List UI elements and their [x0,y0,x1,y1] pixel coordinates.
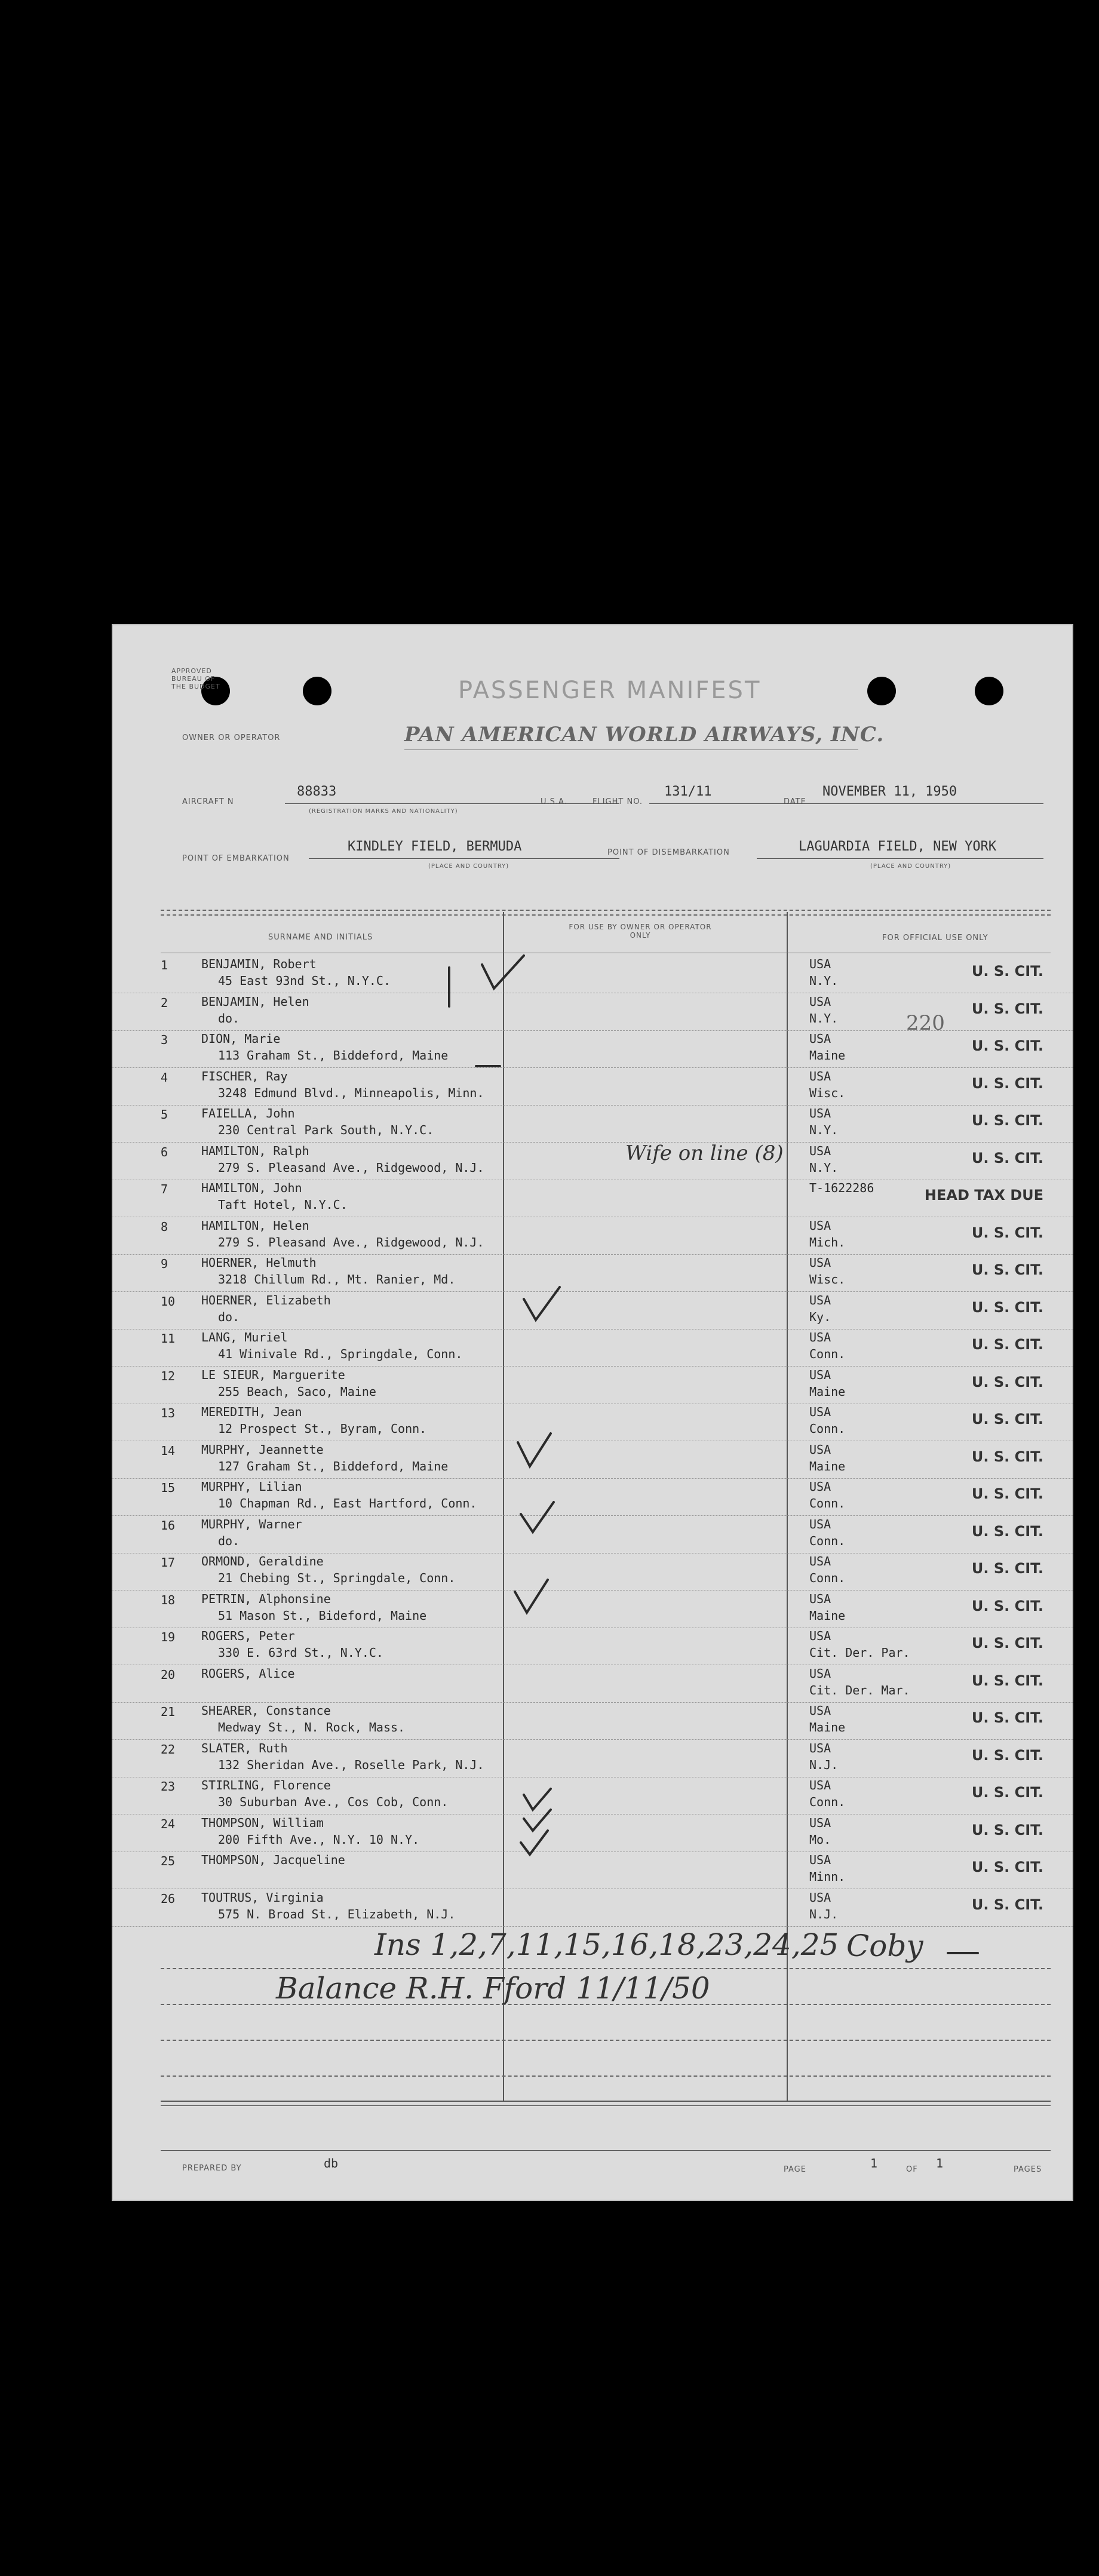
page-label: PAGE [784,2165,806,2174]
company-name: PAN AMERICAN WORLD AIRWAYS, INC. [404,723,885,747]
official-status: U. S. CIT. [971,1635,1043,1651]
passenger-name: HAMILTON, Helen [201,1218,309,1233]
passenger-number: 26 [161,1891,176,1906]
passenger-address: Taft Hotel, N.Y.C. [218,1198,348,1212]
passenger-residence: Conn. [809,1533,846,1548]
passenger-residence: Conn. [809,1571,846,1585]
official-status: U. S. CIT. [971,1672,1043,1689]
owner-label: OWNER OR OPERATOR [182,733,281,742]
passenger-address: 41 Winivale Rd., Springdale, Conn. [218,1347,463,1361]
passenger-number: 7 [161,1182,168,1196]
passenger-name: STIRLING, Florence [201,1778,331,1792]
official-status: U. S. CIT. [971,1821,1043,1838]
passenger-citizenship: USA [809,1629,831,1643]
place-note: (PLACE AND COUNTRY) [428,863,509,870]
passenger-address: 30 Suburban Ave., Cos Cob, Conn. [218,1795,449,1809]
passenger-citizenship: T-1622286 [809,1181,874,1195]
passenger-citizenship: USA [809,1591,831,1606]
passenger-name: SLATER, Ruth [201,1740,288,1755]
passenger-address: 21 Chebing St., Springdale, Conn. [218,1571,456,1585]
passenger-residence: Maine [809,1720,846,1734]
aircraft-label: AIRCRAFT N [182,797,234,806]
passenger-citizenship: USA [809,1106,831,1120]
passenger-name: LANG, Muriel [201,1330,288,1344]
prepared-value: db [324,2156,339,2170]
passenger-address: 330 E. 63rd St., N.Y.C. [218,1645,383,1660]
passenger-citizenship: USA [809,1740,831,1755]
passenger-citizenship: USA [809,1031,831,1046]
passenger-name: HAMILTON, John [201,1181,302,1195]
passenger-number: 22 [161,1742,176,1757]
passenger-number: 5 [161,1107,168,1122]
official-status: U. S. CIT. [971,963,1043,980]
checkmark [524,1789,551,1810]
passenger-number: 16 [161,1518,176,1533]
passenger-address: do. [218,1309,240,1324]
passenger-name: DION, Marie [201,1031,281,1046]
passenger-citizenship: USA [809,1890,831,1905]
passenger-residence: Conn. [809,1421,846,1436]
passenger-residence: Maine [809,1459,846,1473]
passenger-name: HOERNER, Elizabeth [201,1292,331,1307]
passenger-citizenship: USA [809,1405,831,1419]
official-status: U. S. CIT. [971,1746,1043,1764]
official-status: U. S. CIT. [971,1784,1043,1801]
passenger-residence: Conn. [809,1496,846,1510]
official-status: U. S. CIT. [971,1485,1043,1502]
aircraft-number: 88833 [297,784,337,799]
official-status: HEAD TAX DUE [924,1187,1043,1203]
checkmark [521,1502,554,1532]
passenger-number: 18 [161,1592,176,1607]
official-status: U. S. CIT. [971,1597,1043,1614]
official-status: U. S. CIT. [971,1560,1043,1577]
passenger-name: MEREDITH, Jean [201,1405,302,1419]
passenger-residence: N.Y. [809,1160,839,1175]
passenger-name: LE SIEUR, Marguerite [201,1367,345,1382]
passenger-name: MURPHY, Lilian [201,1479,302,1494]
surname-header: SURNAME AND INITIALS [268,933,373,942]
passenger-address: 279 S. Pleasand Ave., Ridgewood, N.J. [218,1235,484,1249]
passenger-name: BENJAMIN, Helen [201,994,309,1009]
passenger-number: 2 [161,995,168,1010]
passenger-citizenship: USA [809,1069,831,1083]
passenger-number: 21 [161,1705,176,1719]
flight-label: FLIGHT NO. [593,797,643,806]
passenger-address: 200 Fifth Ave., N.Y. 10 N.Y. [218,1832,420,1847]
official-status: U. S. CIT. [971,1112,1043,1129]
handwritten-footnote-1: Ins 1,2,7,11,15,16,18,23,24,25 [374,1927,839,1962]
passenger-number: 12 [161,1368,176,1383]
passenger-number: 20 [161,1667,176,1682]
passenger-residence: Wisc. [809,1085,846,1100]
place-note: (PLACE AND COUNTRY) [870,863,951,870]
passenger-citizenship: USA [809,1778,831,1792]
passenger-citizenship: USA [809,994,831,1009]
checkmark [524,1287,560,1320]
country-label: U.S.A. [541,797,567,806]
passenger-residence: Maine [809,1608,846,1623]
passenger-number: 19 [161,1630,176,1644]
of-value: 1 [936,2156,944,2170]
passenger-citizenship: USA [809,1479,831,1494]
passenger-number: 14 [161,1443,176,1458]
flight-date: NOVEMBER 11, 1950 [822,784,957,799]
owner-use-header: FOR USE BY OWNER OR OPERATOR ONLY [569,923,712,939]
passenger-residence: Conn. [809,1795,846,1809]
official-status: U. S. CIT. [971,1896,1043,1913]
passenger-address: 10 Chapman Rd., East Hartford, Conn. [218,1496,477,1510]
official-status: U. S. CIT. [971,1859,1043,1875]
passenger-address: 230 Central Park South, N.Y.C. [218,1123,434,1137]
passenger-address: 255 Beach, Saco, Maine [218,1384,376,1399]
passenger-citizenship: USA [809,1330,831,1344]
passenger-citizenship: USA [809,1554,831,1568]
passenger-residence: N.Y. [809,1011,839,1026]
passenger-residence: N.Y. [809,1123,839,1137]
official-status: U. S. CIT. [971,1149,1043,1166]
passenger-name: THOMPSON, William [201,1815,324,1830]
checkmark [524,1810,551,1831]
passenger-citizenship: USA [809,1703,831,1718]
passenger-address: do. [218,1533,240,1548]
passenger-name: ORMOND, Geraldine [201,1554,324,1568]
passenger-number: 24 [161,1816,176,1831]
passenger-name: HAMILTON, Ralph [201,1143,309,1158]
passenger-name: ROGERS, Alice [201,1666,295,1681]
passenger-citizenship: USA [809,1367,831,1382]
official-status: U. S. CIT. [971,1448,1043,1465]
passenger-citizenship: USA [809,957,831,971]
passenger-address: 127 Graham St., Biddeford, Maine [218,1459,449,1473]
passenger-name: MURPHY, Jeannette [201,1442,324,1457]
handwritten-initials: Coby [846,1929,923,1963]
official-status: U. S. CIT. [971,1411,1043,1427]
passenger-address: do. [218,1011,240,1026]
passenger-citizenship: USA [809,1666,831,1681]
passenger-residence: N.J. [809,1906,839,1921]
official-status: U. S. CIT. [971,1373,1043,1390]
passenger-residence: Wisc. [809,1272,846,1287]
official-status: U. S. CIT. [971,1037,1043,1054]
checkmark [518,1433,551,1466]
date-label: DATE [784,797,806,806]
official-status: U. S. CIT. [971,1261,1043,1278]
passenger-citizenship: USA [809,1143,831,1158]
passenger-name: PETRIN, Alphonsine [201,1591,331,1606]
official-status: U. S. CIT. [971,1336,1043,1353]
passenger-name: FISCHER, Ray [201,1069,288,1083]
passenger-residence: N.J. [809,1757,839,1772]
passenger-number: 1 [161,958,168,972]
disembark-value: LAGUARDIA FIELD, NEW YORK [799,839,997,854]
passenger-address: 575 N. Broad St., Elizabeth, N.J. [218,1906,456,1921]
passenger-citizenship: USA [809,1815,831,1830]
passenger-residence: Conn. [809,1347,846,1361]
checkmark [482,956,524,988]
passenger-name: HOERNER, Helmuth [201,1255,317,1270]
footer-rule [161,2150,1051,2151]
passenger-residence: Minn. [809,1869,846,1884]
passenger-residence: Mo. [809,1832,831,1847]
passenger-residence: Mich. [809,1235,846,1249]
passenger-citizenship: USA [809,1516,831,1531]
passenger-residence: Maine [809,1048,846,1063]
embark-value: KINDLEY FIELD, BERMUDA [348,839,522,854]
page-value: 1 [870,2156,878,2170]
passenger-number: 9 [161,1257,168,1271]
passenger-citizenship: USA [809,1292,831,1307]
stamp-220: 220 [906,1011,945,1035]
passenger-citizenship: USA [809,1853,831,1867]
passenger-name: BENJAMIN, Robert [201,957,317,971]
manifest-document [112,624,1073,2201]
official-status: U. S. CIT. [971,1709,1043,1726]
passenger-address: 3248 Edmund Blvd., Minneapolis, Minn. [218,1085,484,1100]
official-status: U. S. CIT. [971,1298,1043,1316]
passenger-residence: Cit. Der. Mar. [809,1682,910,1697]
passenger-address: 12 Prospect St., Byram, Conn. [218,1421,427,1436]
passenger-address: 3218 Chillum Rd., Mt. Ranier, Md. [218,1272,456,1287]
passenger-name: TOUTRUS, Virginia [201,1890,324,1905]
passenger-name: ROGERS, Peter [201,1629,295,1643]
passenger-address: 45 East 93nd St., N.Y.C. [218,974,391,988]
official-use-header: FOR OFFICIAL USE ONLY [882,934,989,942]
passenger-residence: Maine [809,1384,846,1399]
approval-stamp: APPROVED BUREAU OF THE BUDGET [171,667,220,690]
handwritten-footnote-2: Balance R.H. Fford 11/11/50 [276,1971,710,2006]
passenger-residence: Cit. Der. Par. [809,1645,910,1660]
passenger-name: SHEARER, Constance [201,1703,331,1718]
passenger-name: MURPHY, Warner [201,1516,302,1531]
passenger-number: 17 [161,1555,176,1570]
passenger-number: 6 [161,1144,168,1159]
passenger-residence: N.Y. [809,974,839,988]
passenger-citizenship: USA [809,1442,831,1457]
official-status: U. S. CIT. [971,1522,1043,1540]
passenger-number: 15 [161,1481,176,1495]
wife-note: Wife on line (8) [625,1141,784,1165]
checkmark [521,1831,548,1855]
passenger-name: FAIELLA, John [201,1106,295,1120]
passenger-number: 8 [161,1219,168,1234]
passenger-number: 3 [161,1033,168,1047]
passenger-address: 132 Sheridan Ave., Roselle Park, N.J. [218,1757,484,1772]
passenger-citizenship: USA [809,1255,831,1270]
of-label: OF [906,2165,918,2174]
passenger-number: 23 [161,1779,176,1794]
disembark-label: POINT OF DISEMBARKATION [607,848,730,857]
passenger-number: 11 [161,1331,176,1346]
passenger-number: 13 [161,1406,176,1420]
official-status: U. S. CIT. [971,1224,1043,1241]
passenger-address: Medway St., N. Rock, Mass. [218,1720,406,1734]
passenger-number: 10 [161,1294,176,1309]
checkmark [515,1580,548,1613]
handwritten-checkmarks [112,624,1073,2201]
form-title: PASSENGER MANIFEST [458,677,762,704]
pages-label: PAGES [1014,2165,1042,2174]
passenger-citizenship: USA [809,1218,831,1233]
passenger-residence: Ky. [809,1309,831,1324]
passenger-number: 4 [161,1070,168,1085]
official-status: U. S. CIT. [971,1000,1043,1017]
prepared-label: PREPARED BY [182,2164,242,2173]
registration-note: (REGISTRATION MARKS AND NATIONALITY) [309,808,458,815]
passenger-address: 279 S. Pleasand Ave., Ridgewood, N.J. [218,1160,484,1175]
passenger-name: THOMPSON, Jacqueline [201,1853,345,1867]
passenger-address: 51 Mason St., Bideford, Maine [218,1608,427,1623]
passenger-address: 113 Graham St., Biddeford, Maine [218,1048,449,1063]
flight-number: 131/11 [664,784,712,799]
official-status: U. S. CIT. [971,1074,1043,1092]
passenger-number: 25 [161,1854,176,1868]
embark-label: POINT OF EMBARKATION [182,854,290,863]
